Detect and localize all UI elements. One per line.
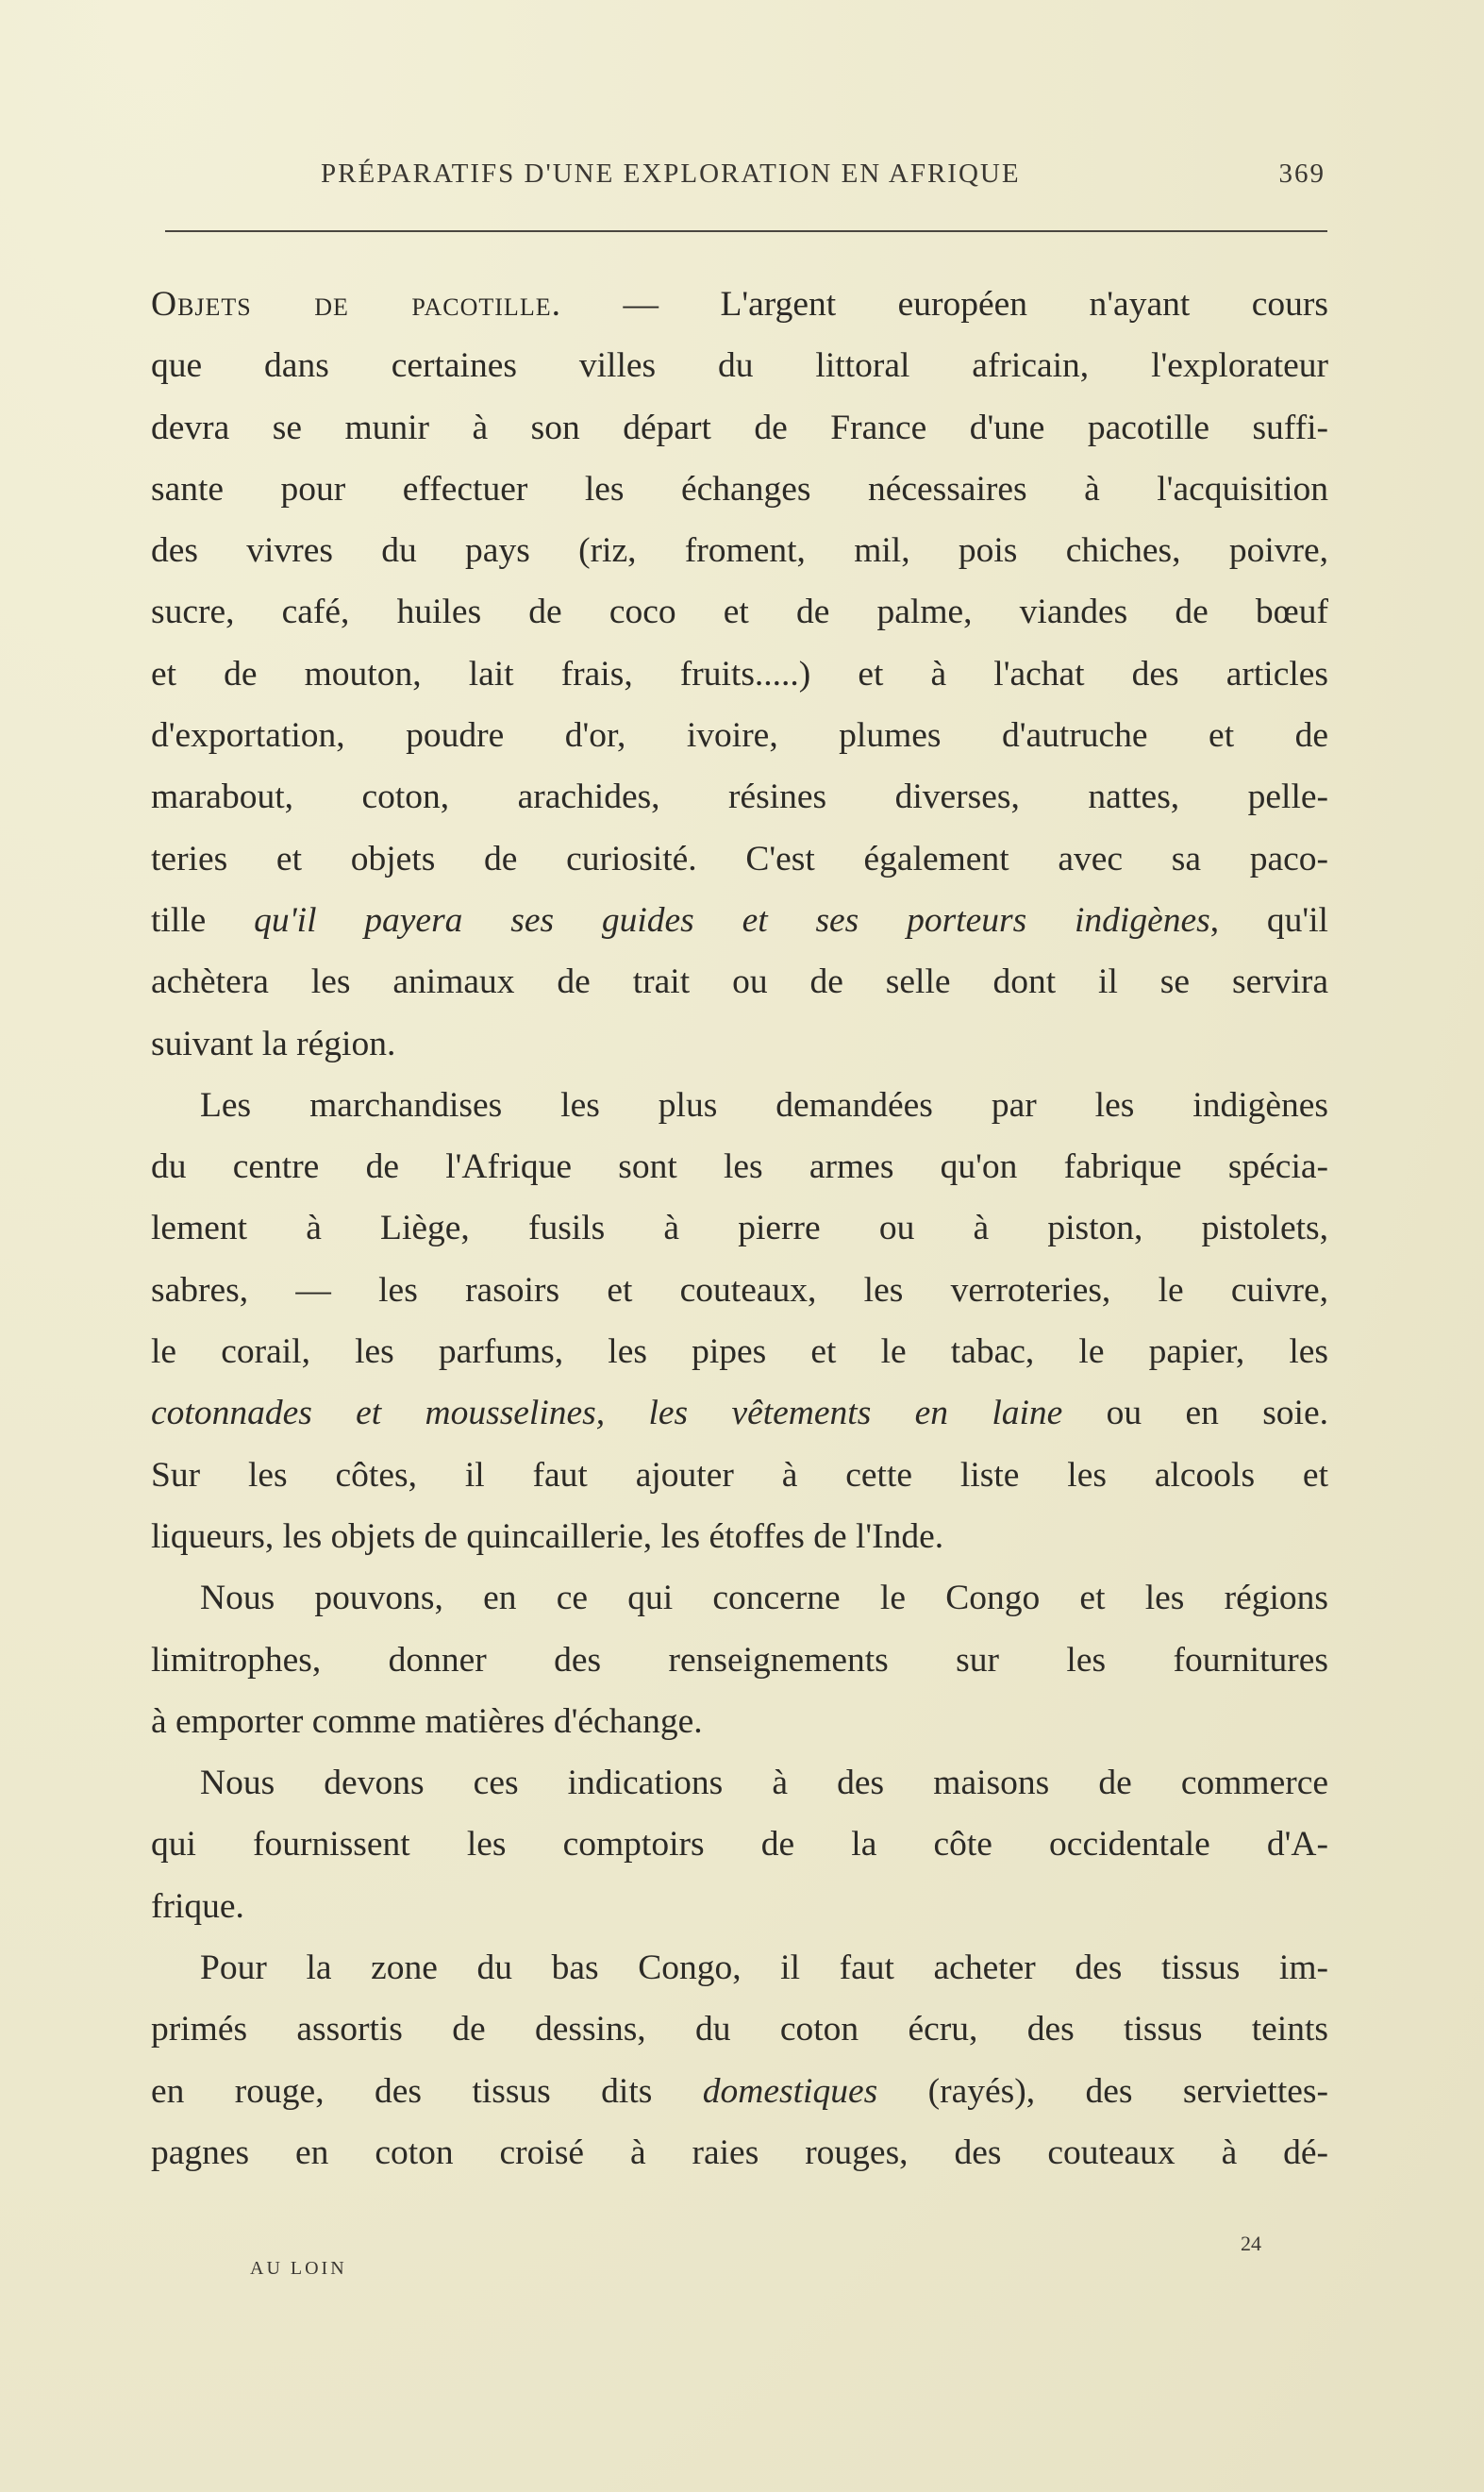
text-line xyxy=(151,1445,1328,1506)
text-segment: le corail, les parfums, les pipes et le tabac, le papier, les xyxy=(151,1332,1328,1372)
text-segment: teries et objets de curiosité. C'est également avec sa paco- xyxy=(151,839,1328,878)
running-head-title: PRÉPARATIFS D'UNE EXPLORATION EN AFRIQUE xyxy=(321,159,1021,189)
text-segment: Pour la zone du bas Congo, il faut acheter des tissus im- xyxy=(200,1948,1328,1988)
text-line xyxy=(151,397,1328,459)
text-segment: des vivres du pays (riz, froment, mil, pois chiches, poivre, xyxy=(151,531,1328,571)
text-line xyxy=(151,890,1328,951)
text-segment: , qu'il xyxy=(1209,900,1328,940)
text-line xyxy=(151,2061,1328,2122)
text-segment: frique. xyxy=(151,1886,244,1926)
text-segment: sante pour effectuer les échanges nécessaires à l'acquisition xyxy=(151,469,1328,509)
italic-segment: cotonnades et mousselines, les vêtements en laine xyxy=(151,1394,1063,1433)
text-line xyxy=(151,1999,1328,2060)
text-line xyxy=(151,1197,1328,1259)
text-line xyxy=(151,1937,1328,1999)
section-lead: Objets de pacotille. xyxy=(151,285,561,324)
footer-signature: AU LOIN xyxy=(250,2258,347,2279)
text-segment: et de mouton, lait frais, fruits.....) et à l'achat des articles xyxy=(151,654,1328,694)
body-text xyxy=(151,274,1328,2183)
text-line xyxy=(151,274,1328,335)
text-segment: lement à Liège, fusils à pierre ou à piston, pistolets, xyxy=(151,1209,1328,1248)
text-segment: du centre de l'Afrique sont les armes qu'on fabrique spécia- xyxy=(151,1147,1328,1187)
text-segment: Sur les côtes, il faut ajouter à cette liste les alcools et xyxy=(151,1455,1328,1495)
sheet-number: 24 xyxy=(1241,2232,1261,2255)
text-segment: Nous devons ces indications à des maisons de commerce xyxy=(200,1764,1328,1803)
text-line xyxy=(151,1075,1328,1136)
text-line xyxy=(151,644,1328,705)
text-segment: en rouge, des tissus dits xyxy=(151,2071,703,2111)
text-line xyxy=(151,1260,1328,1321)
text-line xyxy=(151,335,1328,396)
text-line xyxy=(151,766,1328,828)
text-segment: suivant la région. xyxy=(151,1024,396,1063)
text-line xyxy=(151,1814,1328,1875)
text-segment: pagnes en coton croisé à raies rouges, des couteaux à dé- xyxy=(151,2132,1328,2172)
text-segment: — L'argent européen n'ayant cours xyxy=(560,285,1328,324)
text-segment: Nous pouvons, en ce qui concerne le Congo et les régions xyxy=(200,1579,1328,1618)
text-line xyxy=(151,1321,1328,1382)
text-line xyxy=(151,705,1328,766)
text-segment: qui fournissent les comptoirs de la côte occidentale d'A- xyxy=(151,1825,1328,1865)
text-segment: tille xyxy=(151,900,255,940)
text-segment: liqueurs, les objets de quincaillerie, les étoffes de l'Inde. xyxy=(151,1516,944,1556)
text-segment: que dans certaines villes du littoral africain, l'explorateur xyxy=(151,346,1328,386)
running-head xyxy=(151,159,1326,190)
text-line xyxy=(151,1752,1328,1814)
text-segment: (rayés), des serviettes- xyxy=(877,2071,1328,2111)
text-segment: Les marchandises les plus demandées par les indigènes xyxy=(200,1085,1328,1125)
text-line xyxy=(151,1382,1328,1444)
text-segment: à emporter comme matières d'échange. xyxy=(151,1701,703,1741)
text-line xyxy=(151,1506,1328,1567)
text-segment: ou en soie. xyxy=(1062,1394,1328,1433)
text-segment: primés assortis de dessins, du coton écru, des tissus teints xyxy=(151,2010,1328,2049)
text-segment: limitrophes, donner des renseignements sur les fournitures xyxy=(151,1640,1328,1680)
text-line xyxy=(151,520,1328,581)
text-line xyxy=(151,1691,1328,1752)
text-line xyxy=(151,1136,1328,1197)
text-segment: sucre, café, huiles de coco et de palme, viandes de bœuf xyxy=(151,593,1328,632)
header-rule xyxy=(165,230,1327,232)
text-segment: sabres, — les rasoirs et couteaux, les verroteries, le cuivre, xyxy=(151,1270,1328,1310)
text-segment: achètera les animaux de trait ou de selle dont il se servira xyxy=(151,962,1328,1002)
text-segment: marabout, coton, arachides, résines diverses, nattes, pelle- xyxy=(151,778,1328,817)
italic-segment: domestiques xyxy=(702,2071,878,2111)
page-number: 369 xyxy=(1278,159,1326,189)
text-line xyxy=(151,459,1328,520)
text-segment: d'exportation, poudre d'or, ivoire, plumes d'autruche et de xyxy=(151,716,1328,756)
text-line xyxy=(151,951,1328,1012)
text-line xyxy=(151,1567,1328,1629)
text-line xyxy=(151,581,1328,643)
text-line xyxy=(151,828,1328,890)
text-line xyxy=(151,1013,1328,1075)
text-line xyxy=(151,1876,1328,1937)
italic-segment: qu'il payera ses guides et ses porteurs indigènes xyxy=(254,900,1210,940)
text-line xyxy=(151,1630,1328,1691)
text-line xyxy=(151,2122,1328,2183)
text-segment: devra se munir à son départ de France d'une pacotille suffi- xyxy=(151,408,1328,447)
